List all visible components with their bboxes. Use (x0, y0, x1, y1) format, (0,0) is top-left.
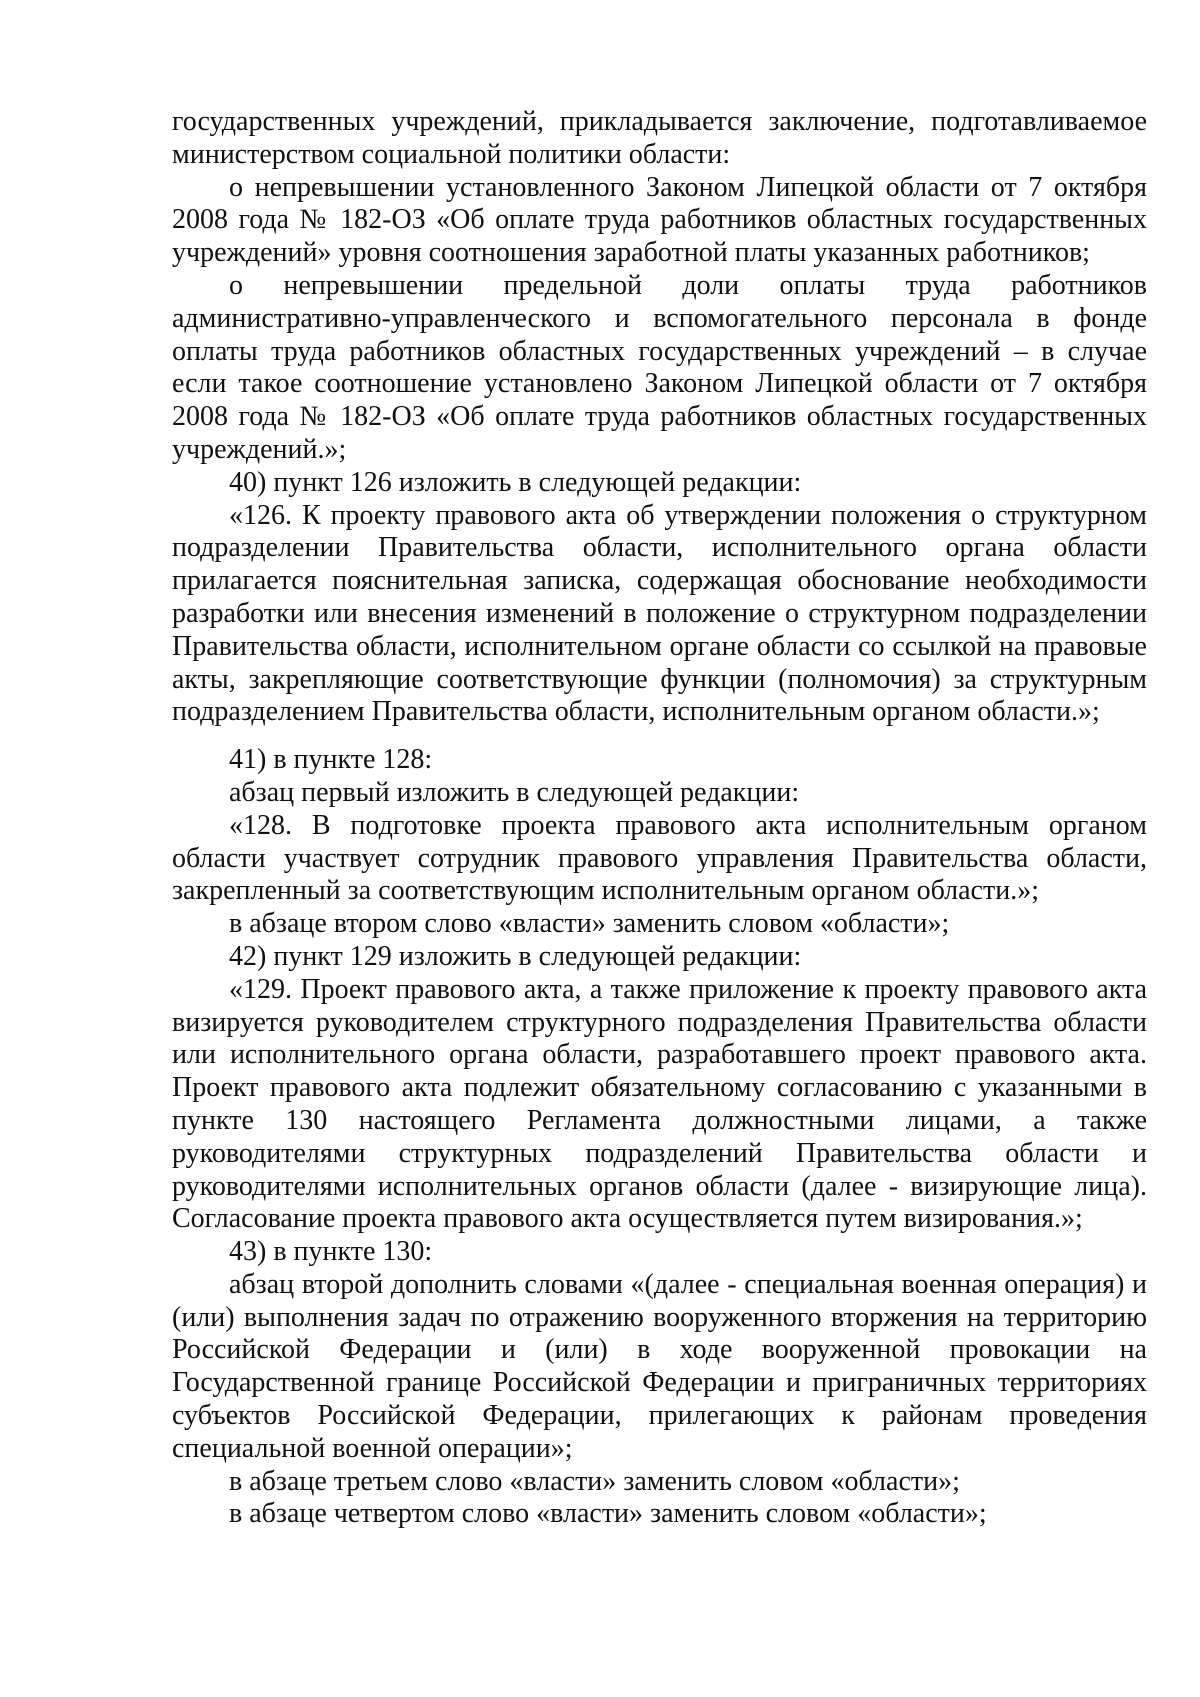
paragraph-clause-128: «128. В подготовке проекта правового акта исполнительным органом области участвует сотрудник правового управления Правительства области, закрепленный за соответствующим исполнительным органом области.»; (172, 809, 1147, 907)
paragraph-conclusion-wages: о непревышении установленного Законом Липецкой области от 7 октября 2008 года № 182-ОЗ «Об оплате труда работников областных государственных учреждений» уровня соотношения заработной платы указанных работников; (172, 171, 1147, 269)
paragraph-item-43-second: абзац второй дополнить словами «(далее - специальная военная операция) и (или) выполнения задач по отражению вооруженного вторжения на территорию Российской Федерации и (или) в ходе вооруженной провокации на Государственной границе Российской Федерации и приграничных территориях субъектов Российской Федерации, прилегающих к районам проведения специальной военной операции»; (172, 1268, 1147, 1464)
paragraph-item-41-second: в абзаце втором слово «власти» заменить словом «области»; (229, 908, 950, 940)
paragraph-item-43-third: в абзаце третьем слово «власти» заменить словом «области»; (229, 1465, 960, 1497)
paragraph-continuation: государственных учреждений, прикладывается заключение, подготавливаемое министерством социальной политики области: (172, 106, 1147, 170)
paragraph-clause-129: «129. Проект правового акта, а также приложение к проекту правового акта визируется руководителем структурного подразделения Правительства области или исполнительного органа области, разработавшего проект правового акта. Проект правового акта подлежит обязательному согласованию с указанными в пункте 130 настоящего Регламента должностными лицами, а также руководителями структурных подразделений Правительства области и руководителями исполнительных органов области (далее - визирующие лица). Согласование проекта правового акта осуществляется путем визирования.»; (172, 973, 1147, 1235)
paragraph-clause-126: «126. К проекту правового акта об утверждении положения о структурном подразделении Правительства области, исполнительного органа области прилагается пояснительная записка, содержащая обоснование необходимости разработки или внесения изменений в положение о структурном подразделении Правительства области, исполнительном органе области со ссылкой на правовые акты, закрепляющие соответствующие функции (полномочия) за структурным подразделением Правительства области, исполнительным органом области.»; (172, 499, 1147, 728)
paragraph-item-41-first: абзац первый изложить в следующей редакции: (229, 776, 800, 808)
paragraph-item-41: 41) в пункте 128: (229, 744, 433, 776)
document-page (172, 106, 1147, 1531)
paragraph-item-43-fourth: в абзаце четвертом слово «власти» заменить словом «области»; (229, 1498, 987, 1530)
paragraph-conclusion-share: о непревышении предельной доли оплаты труда работников административно-управленческого и вспомогательного персонала в фонде оплаты труда работников областных государственных учреждений – в случае если такое соотношение установлено Законом Липецкой области от 7 октября 2008 года № 182-ОЗ «Об оплате труда работников областных государственных учреждений.»; (172, 269, 1147, 465)
paragraph-item-42: 42) пункт 129 изложить в следующей редакции: (229, 940, 802, 972)
paragraph-item-43: 43) в пункте 130: (229, 1236, 433, 1268)
paragraph-item-40: 40) пункт 126 изложить в следующей редакции: (229, 466, 802, 498)
